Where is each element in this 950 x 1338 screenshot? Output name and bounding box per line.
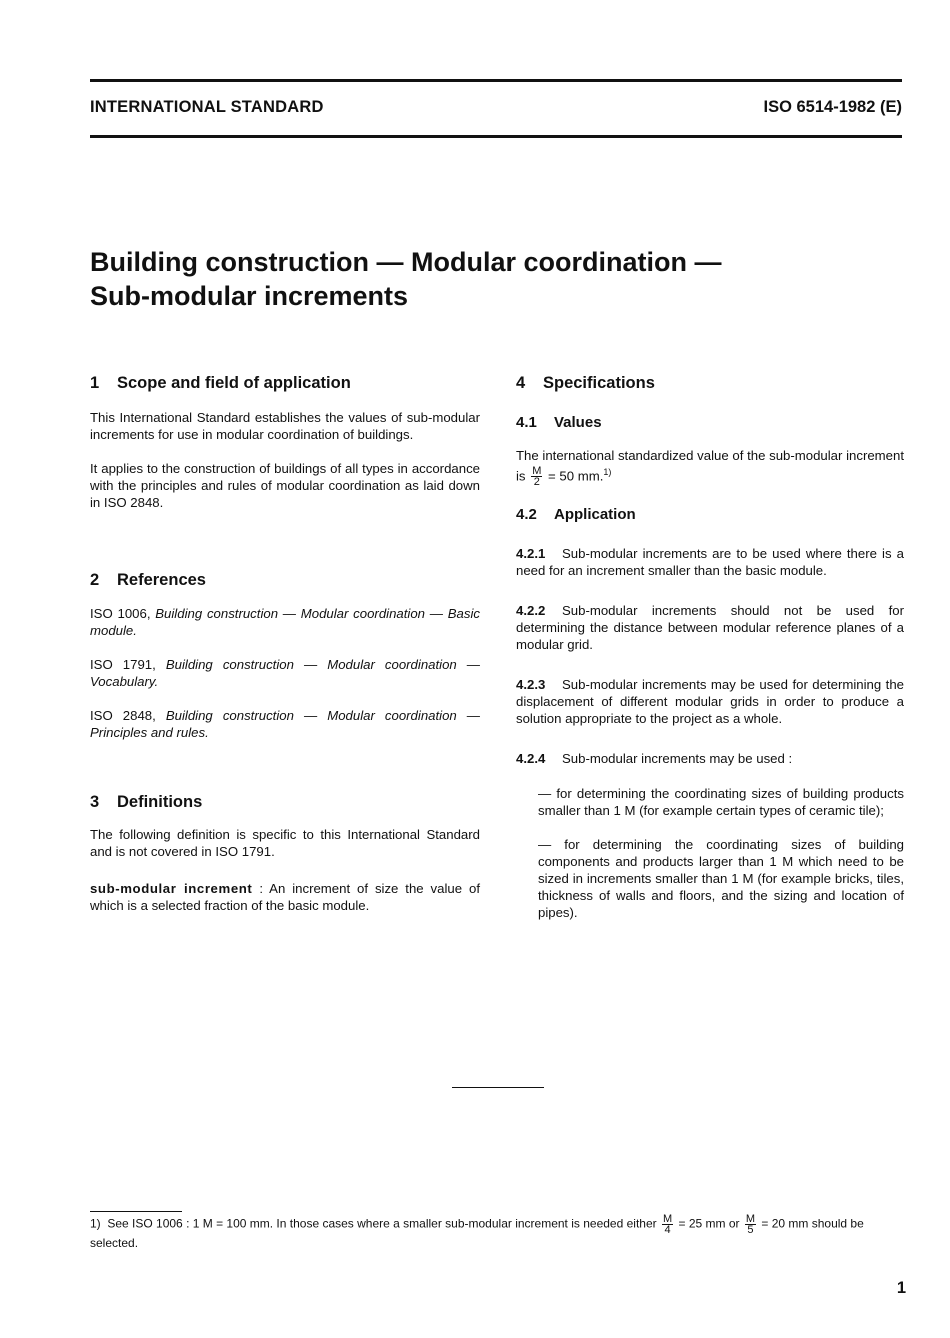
reference-iso-1006: ISO 1006, Building construction — Modular coordination — Basic module. [90,606,480,638]
section-4-1-paragraph: The international standardized value of the sub-modular increment is $\frac{M}{2}$ = 50 mm.$^{1)}$ [516,448,904,489]
section-1-heading: 1 Scope and field of application [90,374,351,392]
fraction-m-over-4: $\frac{M}{4}$ [662,1213,673,1236]
header-standard-number: ISO 6514-1982 (E) [763,98,902,116]
section-3-heading: 3 Definitions [90,793,203,811]
section-4-2-heading: 4.2 Application [516,506,636,524]
section-1-paragraph-1: This International Standard establishes the values of sub-modular increments for use in modular coordination of buildings. [90,410,480,442]
clause-4-2-4: 4.2.4 Sub-modular increments may be used : [516,751,793,767]
footnote-rule [90,1211,182,1212]
section-1-paragraph-2: It applies to the construction of buildings of all types in accordance with the principles and rules of modular coordination as laid down in ISO 2848. [90,461,480,510]
title-line-2: Sub-modular increments [90,281,409,311]
document-title [90,245,721,313]
end-of-text-divider [452,1087,544,1088]
definition-sub-modular-increment: sub-modular increment : An increment of size the value of which is a selected fraction of the basic module. [90,881,480,913]
section-3-paragraph: The following definition is specific to this International Standard and is not covered in ISO 1791. [90,827,480,859]
header-document-type: INTERNATIONAL STANDARD [90,98,324,116]
section-4-heading: 4 Specifications [516,374,655,392]
right-column [516,372,904,921]
reference-iso-2848: ISO 2848, Building construction — Modular coordination — Principles and rules. [90,708,480,740]
title-line-1: Building construction — Modular coordination — [90,247,722,277]
reference-iso-1791: ISO 1791, Building construction — Modular coordination — Vocabulary. [90,657,480,689]
fraction-m-over-5: $\frac{M}{5}$ [745,1213,756,1236]
section-4-1-heading: 4.1 Values [516,414,602,431]
definition-term: sub-modular increment [90,881,253,896]
clause-4-2-3: 4.2.3 Sub-modular increments may be used for determining the displacement of different modular grids in order to produce a solution appropriate to the project as a whole. [516,677,904,727]
header-top-rule [90,79,902,82]
list-item: — for determining the coordinating sizes of building components and products larger than 1 M which need to be sized in increments smaller than 1 M (for example bricks, tiles, thickness of walls and floors, and the sizing and location of pipes). [538,837,904,921]
header-bottom-rule [90,135,902,138]
page-number: 1 [896,1279,906,1297]
clause-4-2-2: 4.2.2 Sub-modular increments should not be used for determining the distance between modular reference planes of a modular grid. [516,603,904,653]
clause-4-2-1: 4.2.1 Sub-modular increments are to be used where there is a need for an increment smaller than the basic module. [516,546,904,579]
left-column [90,372,480,914]
list-item: — for determining the coordinating sizes of building products smaller than 1 M (for example certain types of ceramic tile); [538,786,904,819]
fraction-m-over-2: $\frac{M}{2}$ [532,465,542,489]
section-2-heading: 2 References [90,571,206,589]
footnote-marker: 1) [90,1216,101,1231]
footnote: 1) See ISO 1006 : 1 M = 100 mm. In those cases where a smaller sub-modular increment is needed either $\frac{M}{4}$ = 25 mm or $\frac{M}{5}$ = 20 mm should be selected. [90,1213,864,1250]
footnote-reference[interactable]: 1) [603,467,612,477]
